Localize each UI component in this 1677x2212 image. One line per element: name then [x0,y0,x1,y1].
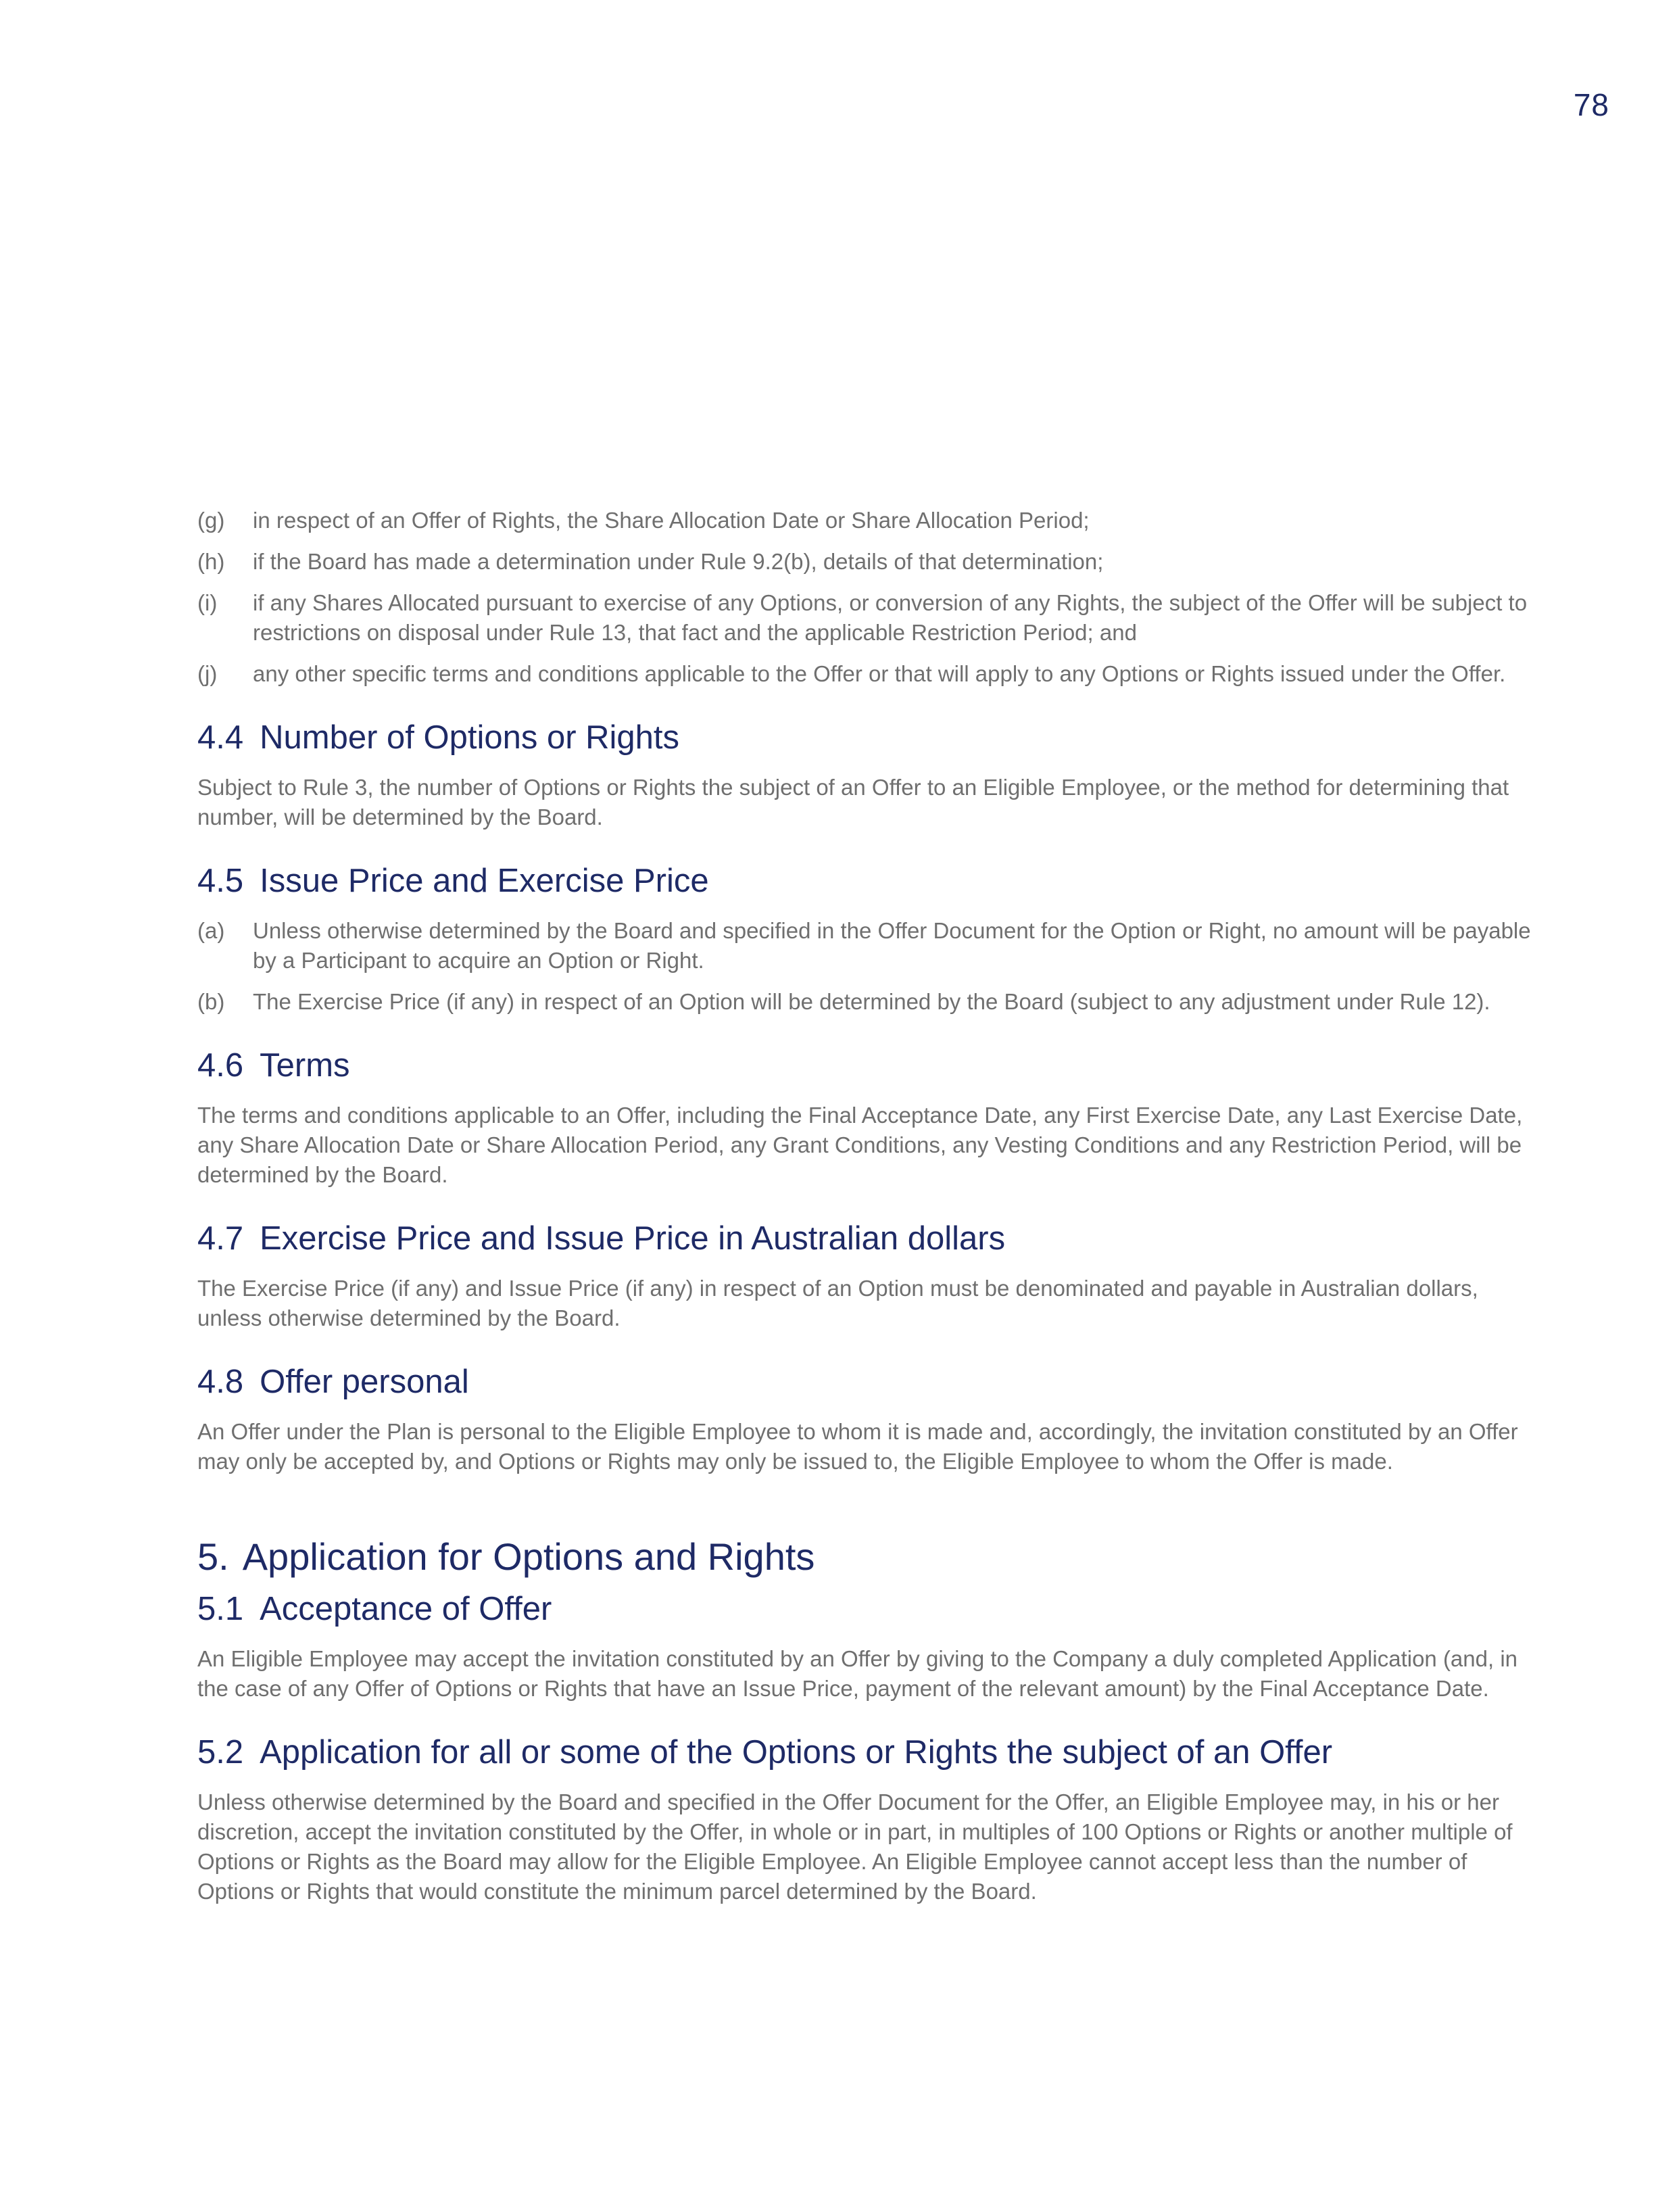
section-body: Unless otherwise determined by the Board and specified in the Offer Document for the Offer, an Eligible Employee may, in his or her discretion, accept the invitation constituted by the Offer, in whole or in part, in multiples of 100 Options or Rights or another multiple of Options or Rights as the Board may allow for the Eligible Employee. An Eligible Employee cannot accept less than the number of Options or Rights that would constitute the minimum parcel determined by the Board. [197,1789,1513,1904]
section-number: 4.8 [197,1364,244,1400]
list-marker: (j) [197,661,218,686]
clause-list [197,916,1536,1017]
section-heading [197,717,1536,758]
section-number: 5.1 [197,1591,244,1627]
section-body: An Eligible Employee may accept the invitation constituted by an Offer by giving to the Company a duly completed Application (and, in the case of any Offer of Options or Rights that have an Issue Price, payment of the relevant amount) by the Final Acceptance Date. [197,1646,1518,1701]
section-4-8 [197,1362,1536,1476]
section-title: Issue Price and Exercise Price [260,863,709,899]
section-heading [197,1362,1536,1402]
list-text: Unless otherwise determined by the Board and specified in the Offer Document for the Option or Right, no amount will be payable by a Participant to acquire an Option or Right. [253,918,1531,973]
section-4-5 [197,861,1536,1017]
chapter-title: Application for Options and Rights [242,1535,815,1578]
list-item [197,547,1536,577]
list-item [197,506,1536,535]
section-number: 4.7 [197,1220,244,1257]
section-body: The terms and conditions applicable to an Offer, including the Final Acceptance Date, any First Exercise Date, any Last Exercise Date, any Share Allocation Date or Share Allocation Period, any Grant Conditions, any Vesting Conditions and any Restriction Period, will be determined by the Board. [197,1103,1523,1187]
section-body: Subject to Rule 3, the number of Options or Rights the subject of an Offer to an Eligible Employee, or the method for determining that number, will be determined by the Board. [197,775,1509,830]
list-marker: (a) [197,918,225,943]
section-title: Offer personal [260,1364,469,1400]
section-title: Terms [260,1047,350,1084]
chapter-heading [197,1535,1536,1579]
list-text: if the Board has made a determination under Rule 9.2(b), details of that determination; [253,549,1104,574]
list-item [197,916,1536,976]
section-number: 4.5 [197,863,244,899]
list-item [197,588,1536,648]
list-text: The Exercise Price (if any) in respect of an Option will be determined by the Board (subject to any adjustment under Rule 12). [253,989,1490,1014]
section-title: Exercise Price and Issue Price in Australian dollars [260,1220,1006,1257]
clause-list-g-j [197,506,1536,689]
section-5 [197,1535,1536,1704]
list-marker: (b) [197,989,225,1014]
section-title: Number of Options or Rights [260,719,680,756]
list-marker: (h) [197,549,225,574]
list-item [197,987,1536,1017]
chapter-number: 5. [197,1535,229,1578]
section-number: 4.4 [197,719,244,756]
section-body: The Exercise Price (if any) and Issue Price (if any) in respect of an Option must be denominated and payable in Australian dollars, unless otherwise determined by the Board. [197,1276,1478,1330]
list-text: if any Shares Allocated pursuant to exercise of any Options, or conversion of any Rights, the subject of the Offer will be subject to restrictions on disposal under Rule 13, that fact and the applicable Restriction Period; and [253,590,1528,645]
section-title: Application for all or some of the Options or Rights the subject of an Offer [260,1734,1333,1771]
section-4-6 [197,1045,1536,1190]
section-number: 5.2 [197,1734,244,1771]
list-marker: (i) [197,590,218,615]
list-text: any other specific terms and conditions applicable to the Offer or that will apply to any Options or Rights issued under the Offer. [253,661,1506,686]
section-title: Acceptance of Offer [260,1591,552,1627]
section-body: An Offer under the Plan is personal to the Eligible Employee to whom it is made and, accordingly, the invitation constituted by an Offer may only be accepted by, and Options or Rights may only be issued to, the Eligible Employee to whom the Offer is made. [197,1419,1518,1474]
section-5-2 [197,1732,1536,1906]
section-heading [197,861,1536,901]
list-item [197,659,1536,689]
section-4-4 [197,717,1536,832]
section-heading [197,1045,1536,1086]
section-heading [197,1218,1536,1259]
section-4-7 [197,1218,1536,1333]
section-heading [197,1589,1536,1629]
page-number: 78 [1573,87,1609,122]
list-text: in respect of an Offer of Rights, the Share Allocation Date or Share Allocation Period; [253,508,1090,533]
document-body [197,506,1536,1906]
section-heading [197,1732,1536,1773]
section-number: 4.6 [197,1047,244,1084]
list-marker: (g) [197,508,225,533]
